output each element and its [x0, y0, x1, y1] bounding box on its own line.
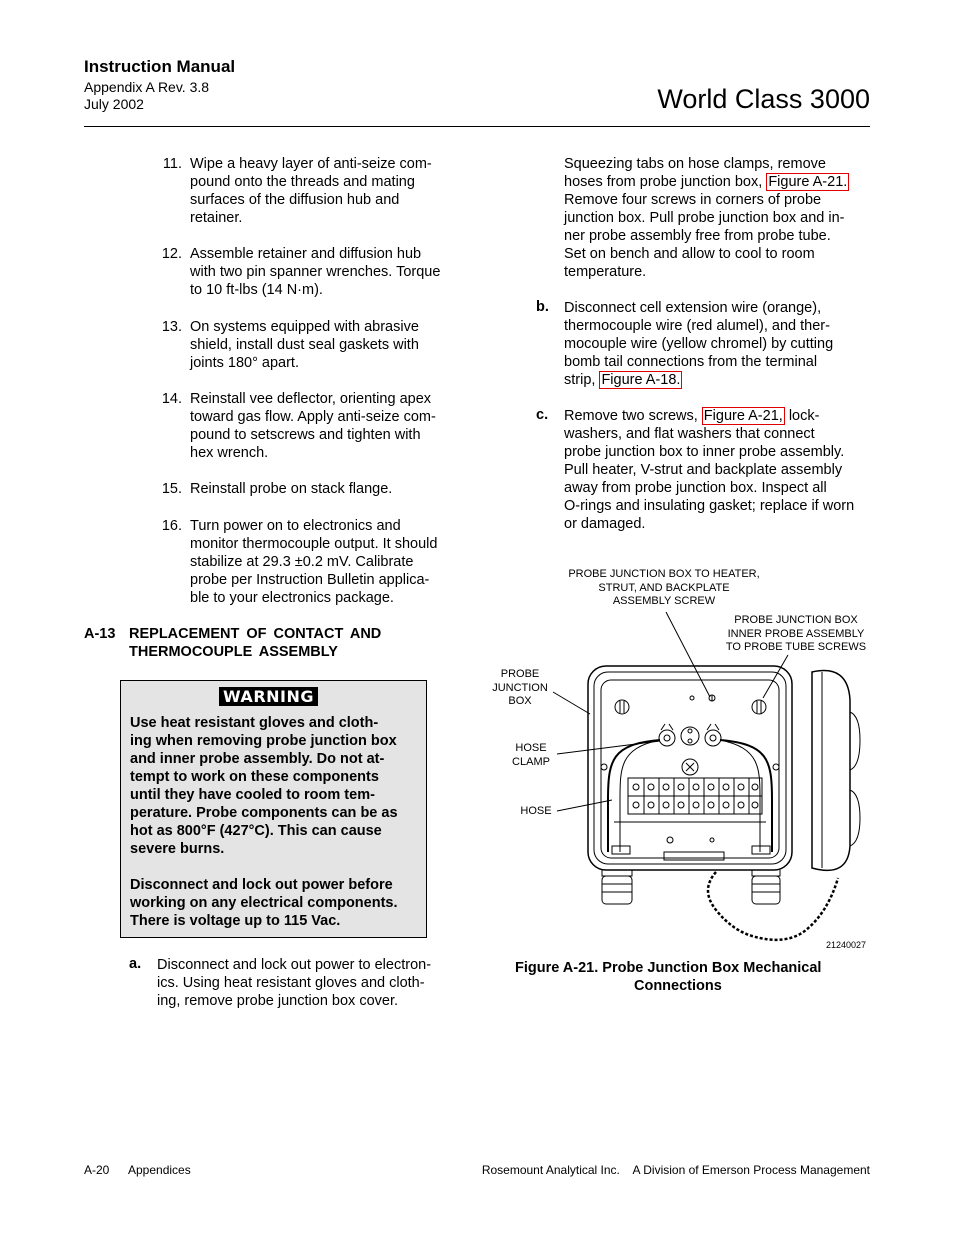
text-line: Remove four screws in corners of probe [564, 192, 822, 208]
text-line: away from probe junction box. Inspect all [564, 480, 827, 496]
step-b-letter: b. [536, 299, 549, 315]
text-line: perature. Probe components can be as [130, 805, 398, 821]
fitting-left [602, 876, 632, 904]
text-line: severe burns. [130, 841, 225, 857]
leader-tube-screws [763, 655, 788, 698]
text-line: toward gas flow. Apply anti-seize com- [190, 409, 436, 425]
callout-line: PROBE JUNCTION BOX [734, 614, 858, 626]
callout-line: PROBE JUNCTION BOX TO HEATER, [568, 568, 760, 580]
text-line: Disconnect and lock out power to electron- [157, 957, 432, 973]
callout-line: ASSEMBLY SCREW [612, 595, 716, 607]
warning-paragraph-voltage [130, 876, 398, 930]
text-line: joints 180° apart. [190, 355, 299, 371]
text-line: Reinstall vee deflector, orienting apex [190, 391, 432, 407]
warning-paragraph-burns [130, 714, 398, 858]
text-line: ing when removing probe junction box [130, 733, 397, 749]
hose-clamp-left [659, 730, 675, 746]
text-line: washers, and flat washers that connect [564, 426, 815, 442]
text-line: to 10 ft-lbs (14 N·m). [190, 282, 323, 298]
text-line: pound onto the threads and mating [190, 174, 415, 190]
text-line: Set on bench and allow to cool to room [564, 246, 815, 262]
figure-a18-link[interactable]: Figure A-18. [601, 372, 681, 388]
text-line: retainer. [190, 210, 243, 226]
text-line: ble to your electronics package. [190, 590, 394, 606]
text-line [564, 371, 833, 389]
text-line: Wipe a heavy layer of anti-seize com- [190, 156, 432, 172]
text-line: shield, install dust seal gaskets with [190, 337, 419, 353]
text-line: hex wrench. [190, 445, 269, 461]
callout-line: PROBE [500, 668, 540, 680]
text-line: monitor thermocouple output. It should [190, 536, 438, 552]
step-a-text [157, 956, 431, 1010]
step-text [190, 390, 462, 462]
figure-a21-link[interactable]: Figure A-21. [768, 174, 848, 190]
text-line: ing, remove probe junction box cover. [157, 993, 398, 1009]
text-line [564, 407, 854, 425]
step-a-continued [564, 155, 849, 281]
text-line: Assemble retainer and diffusion hub [190, 246, 422, 262]
step-text [190, 318, 462, 372]
section-number: A-13 [84, 626, 116, 642]
drawing-number: 21240027 [826, 940, 867, 950]
text-line: Disconnect and lock out power before [130, 877, 393, 893]
callout-line: INNER PROBE ASSEMBLY [727, 627, 865, 640]
step-number: 15. [161, 481, 182, 497]
section-title [129, 625, 381, 661]
step-number: 14. [161, 391, 182, 407]
warning-heading: WARNING [219, 687, 318, 706]
text-line: and inner probe assembly. Do not at- [130, 751, 385, 767]
footer-company: Rosemount Analytical Inc. A Division of Emerson Process Management [481, 1163, 870, 1177]
warning-box [120, 680, 427, 938]
callout-line: JUNCTION [492, 681, 548, 694]
text-line: with two pin spanner wrenches. Torque [190, 264, 441, 280]
text-line: stabilize at 29.3 ±0.2 mV. Calibrate [190, 554, 414, 570]
text-line: There is voltage up to 115 Vac. [130, 913, 341, 929]
text-line: temperature. [564, 264, 647, 280]
text-line: junction box. Pull probe junction box and in- [564, 210, 845, 226]
manual-title: Instruction Manual [84, 57, 236, 76]
text-line: O-rings and insulating gasket; replace if worn [564, 498, 855, 514]
step-text [190, 517, 462, 607]
text-line: Use heat resistant gloves and cloth- [130, 715, 379, 731]
text-line [564, 173, 849, 191]
text-line: Turn power on to electronics and [190, 518, 401, 534]
screw-top-right [752, 700, 766, 714]
text-line: ics. Using heat resistant gloves and cloth- [157, 975, 425, 991]
cover-chain [708, 872, 838, 940]
text-fragment: lock- [788, 408, 820, 424]
page-number: A-20 [84, 1163, 110, 1177]
fitting-right [752, 876, 780, 904]
callout-line: CLAMP [512, 755, 550, 768]
step-a-letter: a. [129, 956, 142, 972]
step-number: 16. [161, 518, 182, 534]
callout-line: TO PROBE TUBE SCREWS [725, 641, 867, 653]
step-text [190, 245, 462, 299]
leader-junction-box [553, 692, 590, 714]
appendix-revision: Appendix A Rev. 3.8 [84, 79, 210, 95]
text-line: until they have cooled to room tem- [130, 787, 375, 803]
text-line: or damaged. [564, 516, 646, 532]
cover-side [812, 671, 850, 871]
text-line: surfaces of the diffusion hub and [190, 192, 400, 208]
text-line: thermocouple wire (red alumel), and ther- [564, 318, 830, 334]
step-b-text [564, 299, 833, 389]
figure-caption: Figure A-21. Probe Junction Box Mechanical [515, 960, 822, 976]
text-line: On systems equipped with abrasive [190, 319, 419, 335]
leader-heater-screw [666, 612, 710, 697]
step-text [190, 480, 462, 498]
screw-top-left [615, 700, 629, 714]
step-c-letter: c. [536, 407, 549, 423]
text-line: ner probe assembly free from probe tube. [564, 228, 831, 244]
figure-caption-cont: Connections [634, 978, 722, 994]
callout-line: HOSE [515, 742, 547, 754]
text-line: pound to setscrews and tighten with [190, 427, 421, 443]
text-line: Disconnect cell extension wire (orange), [564, 300, 822, 316]
publication-date: July 2002 [84, 96, 144, 112]
step-number: 13. [161, 319, 182, 335]
text-line: tempt to work on these components [130, 769, 379, 785]
figure-a21-link-2[interactable]: Figure A-21, [703, 408, 783, 424]
callout-line: BOX [508, 695, 532, 707]
junction-box-drawing [540, 600, 870, 960]
text-line: working on any electrical components. [130, 895, 398, 911]
text-fragment: Remove two screws, [564, 408, 698, 424]
text-line: bomb tail connections from the terminal [564, 354, 818, 370]
leader-hose [557, 800, 612, 811]
text-line: mocouple wire (yellow chromel) by cutting [564, 336, 834, 352]
text-line: Pull heater, V-strut and backplate assembly [564, 462, 843, 478]
footer-section: Appendices [128, 1163, 191, 1177]
text-line: Reinstall probe on stack flange. [190, 481, 393, 497]
step-c-text [564, 407, 854, 533]
product-name: World Class 3000 [657, 84, 870, 114]
text-fragment: hoses from probe junction box, [564, 174, 763, 190]
title-line: THERMOCOUPLE ASSEMBLY [129, 644, 338, 660]
text-line: probe junction box to inner probe assembly. [564, 444, 845, 460]
callout-line: HOSE [520, 805, 552, 817]
text-line: Squeezing tabs on hose clamps, remove [564, 156, 826, 172]
step-text [190, 155, 462, 227]
text-fragment: strip, [564, 372, 596, 388]
hose-clamp-right [705, 730, 721, 746]
text-line: hot as 800°F (427°C). This can cause [130, 823, 382, 839]
step-number: 12. [161, 246, 182, 262]
step-number: 11. [162, 156, 182, 172]
title-line: REPLACEMENT OF CONTACT AND [129, 626, 382, 642]
text-line: probe per Instruction Bulletin applica- [190, 572, 430, 588]
header-rule [84, 126, 870, 127]
callout-line: STRUT, AND BACKPLATE [598, 581, 730, 594]
